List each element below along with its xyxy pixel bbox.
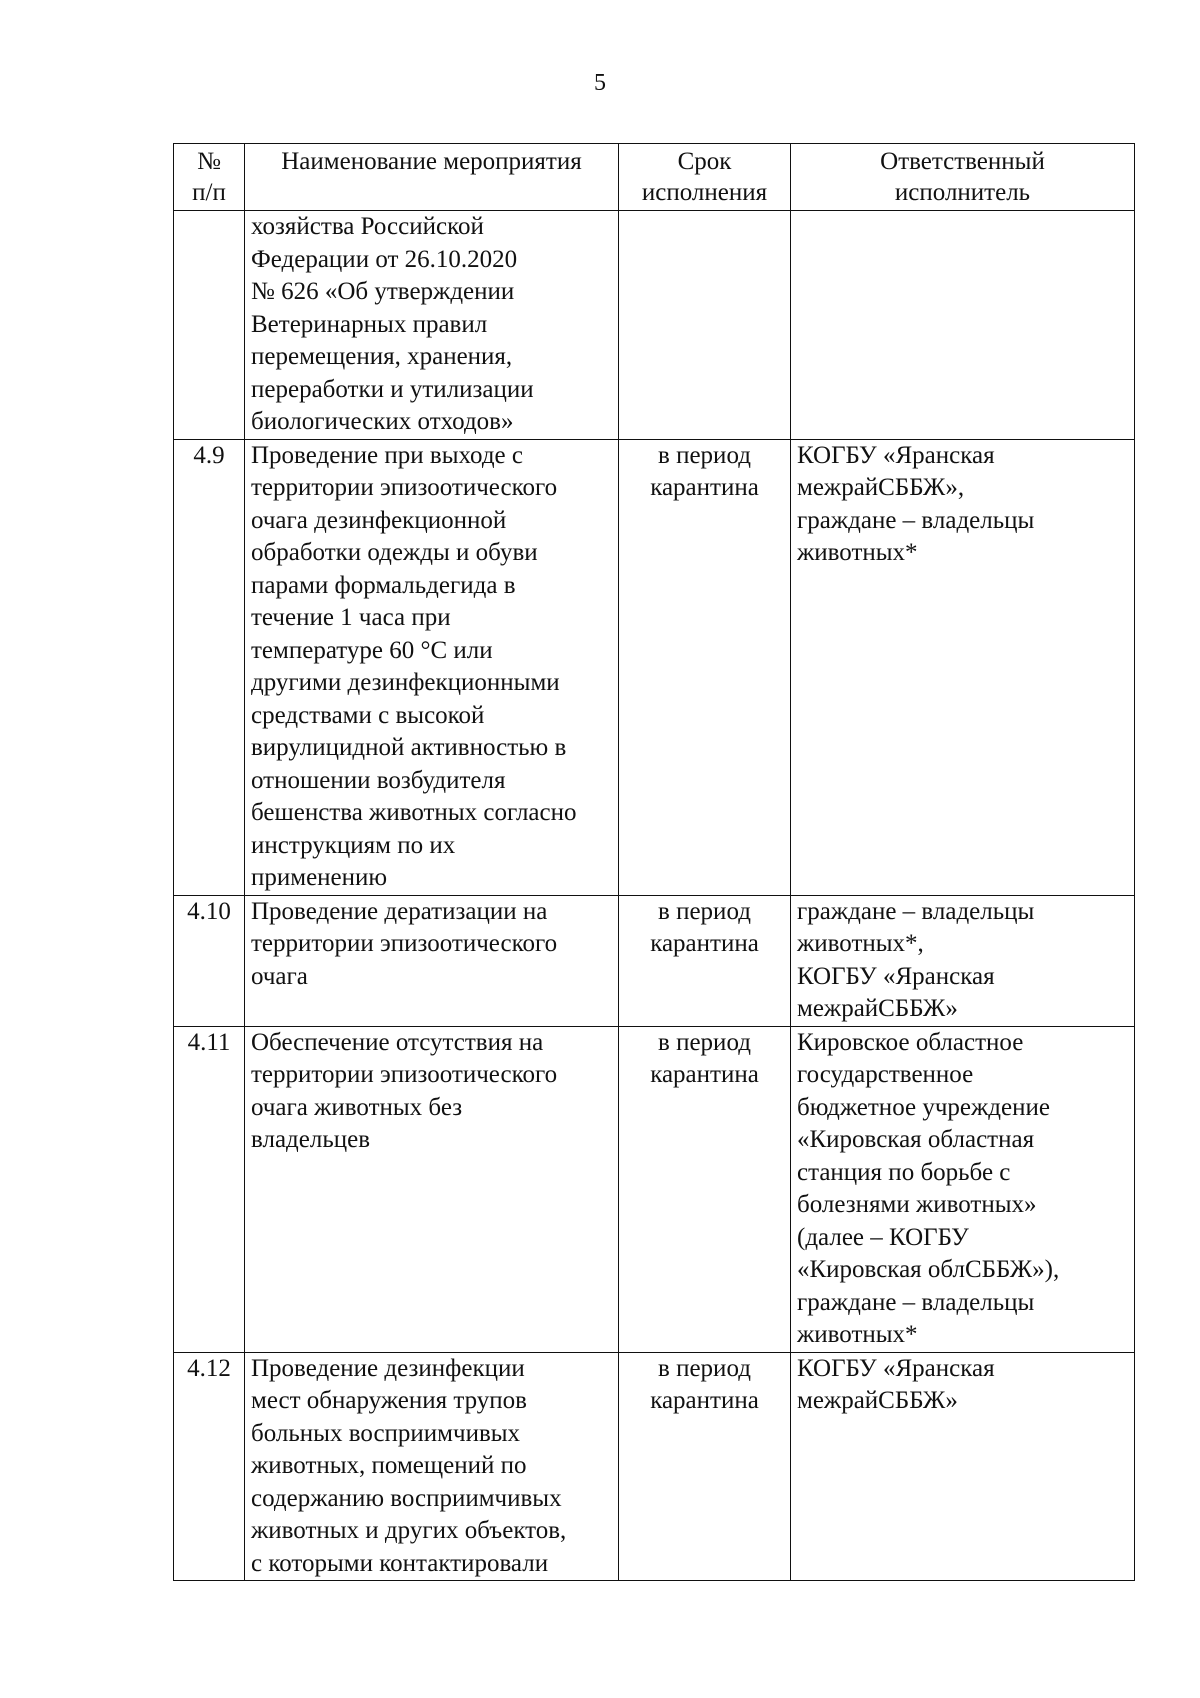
row-deadline: в период карантина: [619, 1026, 791, 1352]
table-row: [174, 1352, 1135, 1581]
row-measure-name: Проведение при выходе с территории эпизоотического очага дезинфекционной обработки одежды и обуви парами формальдегида в течение 1 часа при температуре 60 °С или другими дезинфекционными средствами с высокой вирулицидной активностью в отношении возбудителя бешенства животных согласно инструкциям по их применению: [245, 439, 619, 895]
row-number: [174, 211, 245, 440]
header-number: № п/п: [174, 144, 245, 211]
row-deadline: [619, 211, 791, 440]
row-responsible: КОГБУ «Яранская межрайСББЖ», граждане – владельцы животных*: [791, 439, 1135, 895]
row-number: 4.12: [174, 1352, 245, 1581]
header-deadline: Срок исполнения: [619, 144, 791, 211]
row-deadline: в период карантина: [619, 895, 791, 1026]
table-row: [174, 1026, 1135, 1352]
row-number: 4.10: [174, 895, 245, 1026]
row-measure-name: Проведение дезинфекции мест обнаружения трупов больных восприимчивых животных, помещений по содержанию восприимчивых животных и других объектов, с которыми контактировали: [245, 1352, 619, 1581]
row-responsible: Кировское областное государственное бюджетное учреждение «Кировская областная станция по борьбе с болезнями животных» (далее – КОГБУ «Кировская облСББЖ»), граждане – владельцы животных*: [791, 1026, 1135, 1352]
row-responsible: КОГБУ «Яранская межрайСББЖ»: [791, 1352, 1135, 1581]
table-row: [174, 211, 1135, 440]
header-responsible: Ответственный исполнитель: [791, 144, 1135, 211]
page-number: 5: [594, 70, 606, 96]
row-measure-name: Обеспечение отсутствия на территории эпизоотического очага животных без владельцев: [245, 1026, 619, 1352]
row-responsible: [791, 211, 1135, 440]
table-header-row: [174, 144, 1135, 211]
row-deadline: в период карантина: [619, 439, 791, 895]
row-deadline: в период карантина: [619, 1352, 791, 1581]
table-row: [174, 895, 1135, 1026]
row-measure-name: Проведение дератизации на территории эпизоотического очага: [245, 895, 619, 1026]
header-measure-name: Наименование мероприятия: [245, 144, 619, 211]
row-measure-name: хозяйства Российской Федерации от 26.10.2020 № 626 «Об утверждении Ветеринарных правил перемещения, хранения, переработки и утилизации биологических отходов»: [245, 211, 619, 440]
row-number: 4.11: [174, 1026, 245, 1352]
row-responsible: граждане – владельцы животных*, КОГБУ «Яранская межрайСББЖ»: [791, 895, 1135, 1026]
table-row: [174, 439, 1135, 895]
measures-table: [173, 143, 1135, 1581]
row-number: 4.9: [174, 439, 245, 895]
